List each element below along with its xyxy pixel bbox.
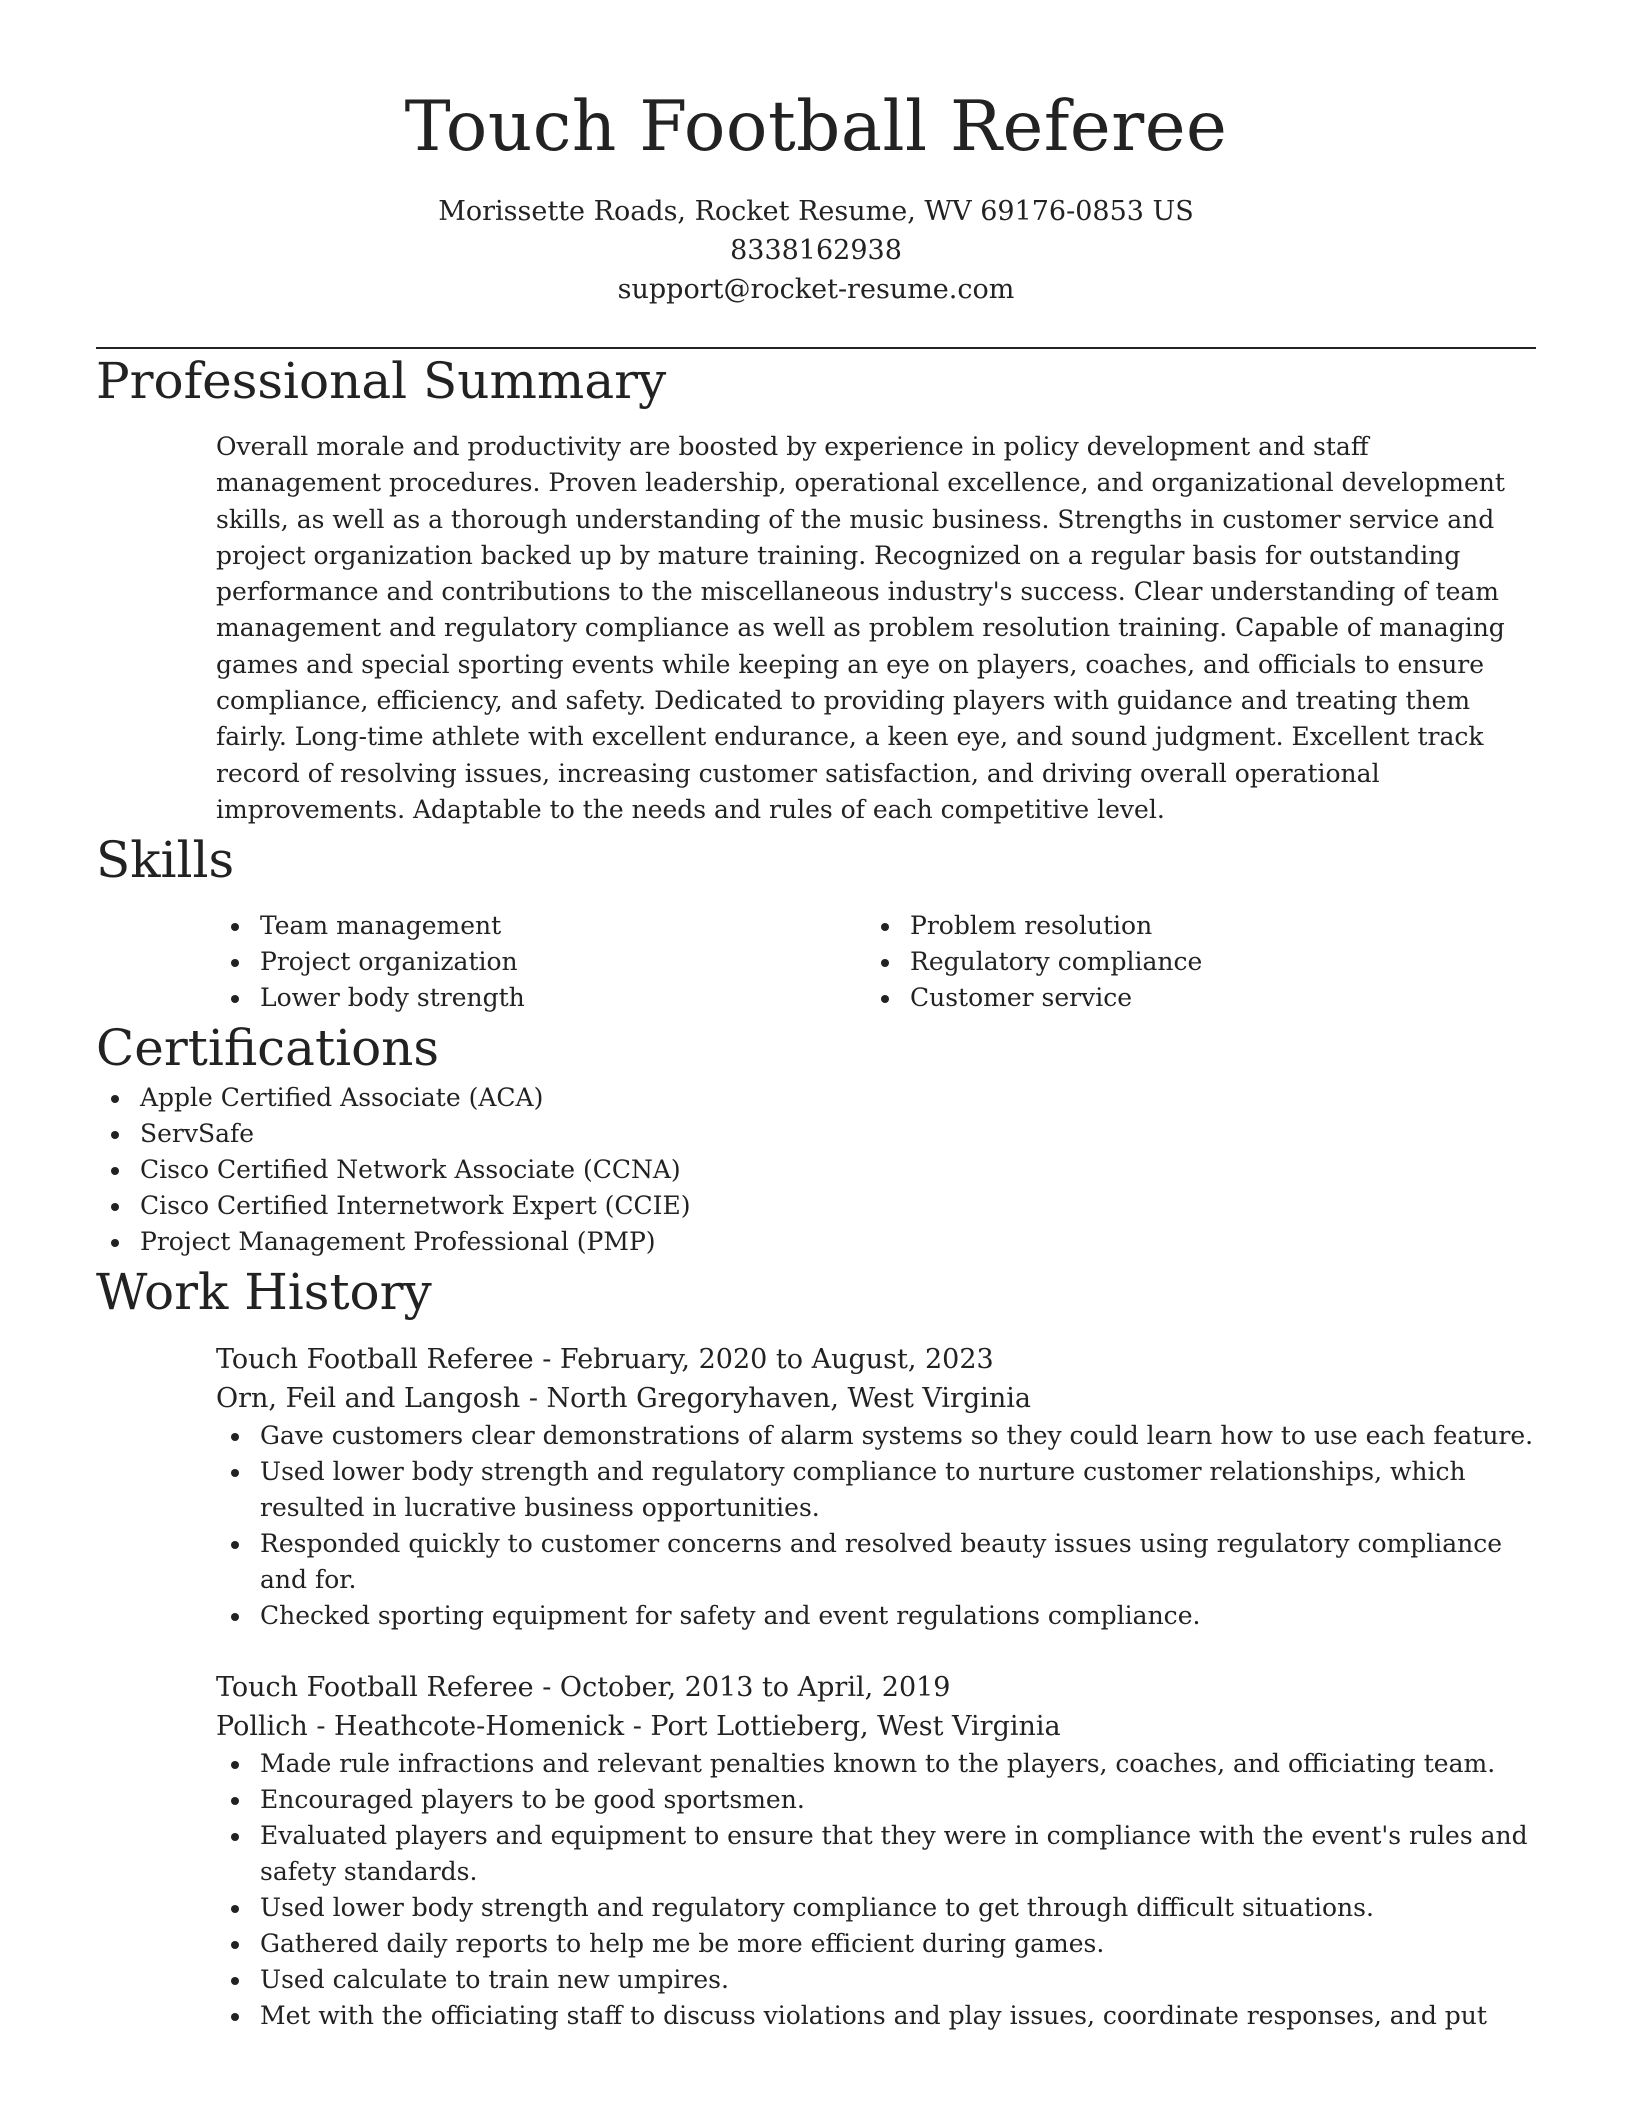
job-duty-item: Encouraged players to be good sportsmen.	[216, 1782, 1536, 1818]
section-title-certifications: Certifications	[96, 1019, 440, 1078]
address: Morissette Roads, Rocket Resume, WV 69176-0853 US	[438, 196, 1194, 227]
phone-number: 8338162938	[730, 235, 902, 266]
section-title-summary: Professional Summary	[96, 352, 667, 410]
job-duty-item: Evaluated players and equipment to ensure that they were in compliance with the event's rules and safety standards.	[216, 1818, 1536, 1890]
job-company-location: Orn, Feil and Langosh - North Gregoryhaven, West Virginia	[216, 1383, 1031, 1415]
job-duty-item: Used lower body strength and regulatory compliance to nurture customer relationships, which resulted in lucrative business opportunities.	[216, 1454, 1536, 1526]
skills-column-left	[216, 908, 866, 1016]
resume-page	[96, 0, 1536, 2034]
work-history-section	[96, 1260, 1536, 2034]
job-duties-list	[216, 1418, 1536, 1634]
job-duty-item: Gathered daily reports to help me be more efficient during games.	[216, 1926, 1536, 1962]
email-address: support@rocket-resume.com	[617, 274, 1015, 305]
certification-item: ServSafe	[96, 1116, 1536, 1152]
certification-item: Apple Certified Associate (ACA)	[96, 1080, 1536, 1116]
summary-text: Overall morale and productivity are boosted by experience in policy development and staff management procedures. Proven leadership, operational excellence, and organizational development skills, as well as a thorough understanding of the music business. Strengths in customer service and project organization backed up by mature training. Recognized on a regular basis for outstanding performance and contributions to the miscellaneous industry's success. Clear understanding of team management and regulatory compliance as well as problem resolution training. Capable of managing games and special sporting events while keeping an eye on players, coaches, and officials to ensure compliance, efficiency, and safety. Dedicated to providing players with guidance and treating them fairly. Long-time athlete with excellent endurance, a keen eye, and sound judgment. Excellent track record of resolving issues, increasing customer satisfaction, and driving overall operational improvements. Adaptable to the needs and rules of each competitive level.	[216, 432, 1505, 824]
job-duty-item: Gave customers clear demonstrations of alarm systems so they could learn how to use each feature.	[216, 1418, 1536, 1454]
certification-item: Cisco Certified Internetwork Expert (CCIE)	[96, 1188, 1536, 1224]
candidate-name: Touch Football Referee	[404, 87, 1228, 167]
skill-item: Lower body strength	[216, 980, 866, 1016]
resume-header	[96, 0, 1536, 309]
job-duty-item: Used calculate to train new umpires.	[216, 1962, 1536, 1998]
skills-column-right	[866, 908, 1516, 1016]
job-duties-list	[216, 1746, 1536, 2034]
skill-item: Problem resolution	[866, 908, 1516, 944]
skill-item: Regulatory compliance	[866, 944, 1516, 980]
skills-list-left	[216, 908, 866, 1016]
professional-summary-section	[96, 349, 1536, 828]
skill-item: Customer service	[866, 980, 1516, 1016]
skill-item: Team management	[216, 908, 866, 944]
section-title-skills: Skills	[96, 831, 235, 890]
certifications-list	[96, 1080, 1536, 1260]
skill-item: Project organization	[216, 944, 866, 980]
job-entry	[216, 1668, 1536, 2034]
section-title-work-history: Work History	[96, 1263, 432, 1322]
certification-item: Cisco Certified Network Associate (CCNA)	[96, 1152, 1536, 1188]
certifications-section	[96, 1016, 1536, 1260]
skills-grid	[216, 908, 1536, 1016]
job-company-location: Pollich - Heathcote-Homenick - Port Lottieberg, West Virginia	[216, 1711, 1061, 1743]
contact-block	[96, 192, 1536, 309]
job-title-dates: Touch Football Referee - October, 2013 to April, 2019	[216, 1672, 951, 1704]
job-duty-item: Responded quickly to customer concerns and resolved beauty issues using regulatory compliance and for.	[216, 1526, 1536, 1598]
job-title-dates: Touch Football Referee - February, 2020 to August, 2023	[216, 1344, 994, 1376]
skills-list-right	[866, 908, 1516, 1016]
job-entry	[216, 1340, 1536, 1634]
job-duty-item: Used lower body strength and regulatory compliance to get through difficult situations.	[216, 1890, 1536, 1926]
skills-section	[96, 828, 1536, 1016]
job-duty-item: Checked sporting equipment for safety and event regulations compliance.	[216, 1598, 1536, 1634]
job-duty-item: Met with the officiating staff to discuss violations and play issues, coordinate responses, and put	[216, 1998, 1536, 2034]
job-duty-item: Made rule infractions and relevant penalties known to the players, coaches, and officiating team.	[216, 1746, 1536, 1782]
certification-item: Project Management Professional (PMP)	[96, 1224, 1536, 1260]
